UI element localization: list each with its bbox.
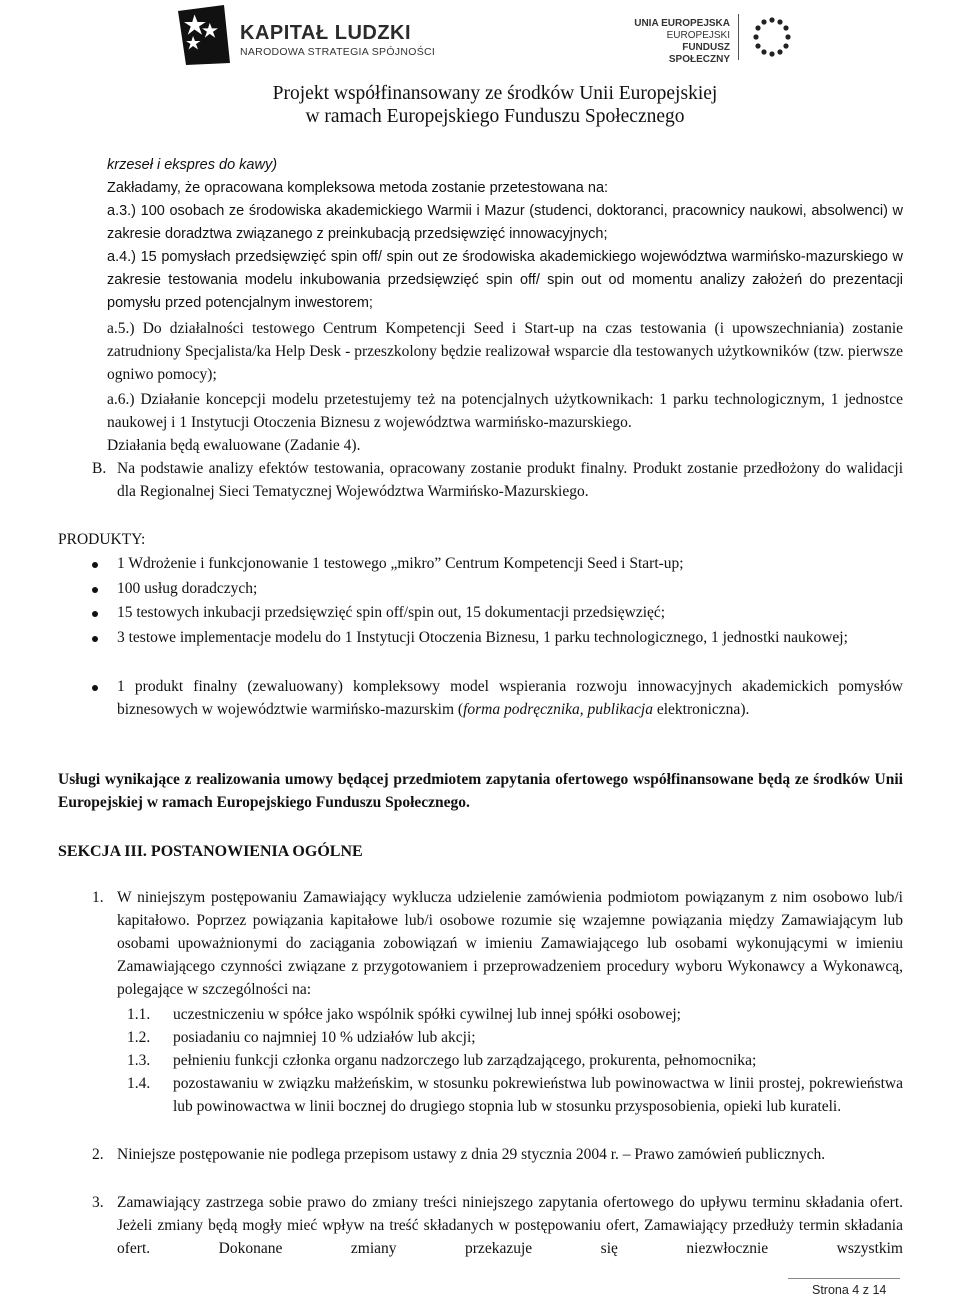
eu-text-line: FUNDUSZ SPOŁECZNY <box>668 42 730 65</box>
list-number: 3. <box>92 1194 104 1211</box>
text-line: Zakładamy, że opracowana kompleksowa metoda zostanie przetestowana na: <box>107 180 609 196</box>
text-line: krzeseł i ekspres do kawy) <box>107 157 278 173</box>
sub-number: 1.2. <box>127 1029 151 1046</box>
list-label-b: B. <box>92 460 107 477</box>
sub-number: 1.4. <box>127 1075 151 1092</box>
product-item-text: 1 produkt finalny (zewaluowany) kompleksowy model wspierania rozwoju innowacyjnych akademickich pomysłów biznesowych w województwie warmińsko-mazurskim ( <box>117 678 903 718</box>
page-number: Strona 4 z 14 <box>812 1283 887 1297</box>
product-item-text: ). <box>740 701 750 718</box>
item-b: Na podstawie analizy efektów testowania, opracowany zostanie produkt finalny. Produkt zostanie przedłożony do walidacji dla Regionalnej Sieci Tematycznej Województwa Warmińsko-Mazurskiego. <box>117 460 903 500</box>
bullet-icon <box>92 587 98 593</box>
bullet-icon <box>92 685 98 691</box>
footer-divider <box>788 1278 900 1279</box>
eu-logo-divider <box>738 14 739 60</box>
project-line-2: w ramach Europejskiego Funduszu Społecznego <box>305 106 685 127</box>
item-a4: a.4.) 15 pomysłach przedsięwzięć spin off/ spin out ze środowiska akademickiego województwa warmińsko-mazurskiego w zakresie testowania modelu inkubowania przedsięwzięć spin off/ spin out od momentu analizy założeń do prezentacji pomysłu przed potencjalnym inwestorem; <box>107 249 903 311</box>
list-number: 1. <box>92 889 104 906</box>
eu-logo-text <box>620 18 730 66</box>
funding-note: Usługi wynikające z realizowania umowy będącej przedmiotem zapytania ofertowego współfinansowane będą ze środków Unii Europejskiej w ramach Europejskiego Funduszu Społecznego. <box>58 771 903 811</box>
page-header <box>0 0 960 135</box>
product-item: 3 testowe implementacje modelu do 1 Instytucji Otoczenia Biznesu, 1 parku technologicznego, 1 jednostki naukowej; <box>117 629 848 646</box>
product-item-italic: forma podręcznika, publikacja <box>463 701 653 718</box>
section-heading: SEKCJA III. POSTANOWIENIA OGÓLNE <box>58 843 363 860</box>
sub-clause: pełnieniu funkcji członka organu nadzorczego lub zarządzającego, prokurenta, pełnomocnika; <box>173 1052 757 1069</box>
project-title <box>270 82 720 128</box>
product-item: 1 Wdrożenie i funkcjonowanie 1 testowego „mikro” Centrum Kompetencji Seed i Start-up; <box>117 555 684 572</box>
bullet-icon <box>92 562 98 568</box>
product-item <box>117 675 903 721</box>
item-a3: a.3.) 100 osobach ze środowiska akademickiego Warmii i Mazur (studenci, doktoranci, pracownicy naukowi, absolwenci) w zakresie doradztwa związanego z preinkubacją przedsięwzięć innowacyjnych; <box>107 203 903 242</box>
item-a6b: Działania będą ewaluowane (Zadanie 4). <box>107 437 361 454</box>
sub-number: 1.3. <box>127 1052 151 1069</box>
bullet-icon <box>92 611 98 617</box>
project-line-1: Projekt współfinansowany ze środków Unii Europejskiej <box>272 83 718 104</box>
sub-number: 1.1. <box>127 1006 151 1023</box>
clause-2: Niniejsze postępowanie nie podlega przepisom ustawy z dnia 29 stycznia 2004 r. – Prawo zamówień publicznych. <box>117 1146 826 1163</box>
clause-3: Zamawiający zastrzega sobie prawo do zmiany treści niniejszego zapytania ofertowego do upływu terminu składania ofert. Jeżeli zmiany będą mogły mieć wpływ na treść składanych w postępowaniu ofert, Zamawiający przedłuży termin składania ofert. Dokonane zmiany przekazuje się niezwłocznie wszystkim <box>117 1194 903 1257</box>
logo-left-sub: NARODOWA STRATEGIA SPÓJNOŚCI <box>240 46 436 58</box>
eu-flag-icon <box>746 14 798 60</box>
list-number: 2. <box>92 1146 104 1163</box>
eu-text-line: UNIA EUROPEJSKA <box>634 18 730 29</box>
product-item: 15 testowych inkubacji przedsięwzięć spin off/spin out, 15 dokumentacji przedsięwzięć; <box>117 604 666 621</box>
product-item-text: elektroniczna <box>656 701 741 718</box>
product-item: 100 usług doradczych; <box>117 580 258 597</box>
eu-text-line: EUROPEJSKI <box>666 30 730 41</box>
products-heading: PRODUKTY: <box>58 531 146 548</box>
item-a6: a.6.) Działanie koncepcji modelu przetestujemy też na potencjalnych użytkownikach: 1 parku technologicznym, 1 jednostce naukowej i 1 Instytucji Otoczenia Biznesu z województwa warmińsko-mazurskiego. <box>107 391 903 431</box>
sub-clause: uczestniczeniu w spółce jako wspólnik spółki cywilnej lub innej spółki osobowej; <box>173 1006 681 1023</box>
bullet-icon <box>92 636 98 642</box>
sub-clause: pozostawaniu w związku małżeńskim, w stosunku pokrewieństwa lub powinowactwa w linii prostej, pokrewieństwa lub powinowactwa w linii bocznej do drugiego stopnia lub w stosunku przysposobienia, opieki lub kurateli. <box>173 1075 903 1115</box>
clause-1: W niniejszym postępowaniu Zamawiający wyklucza udzielenie zamówienia podmiotom powiązanym z nim osobowo lub/i kapitałowo. Poprzez powiązania kapitałowe lub/i osobowe rozumie się wzajemne powiązania między Zamawiającym lub osobami upoważnionymi do zaciągania zobowiązań w imieniu Zamawiającego lub osobami wykonującymi w imieniu Zamawiającego czynności związane z przygotowaniem i przeprowadzeniem procedury wyboru Wykonawcy a Wykonawcą, polegające w szczególności na: <box>117 889 903 998</box>
sub-clause: posiadaniu co najmniej 10 % udziałów lub akcji; <box>173 1029 476 1046</box>
item-a5: a.5.) Do działalności testowego Centrum Kompetencji Seed i Start-up na czas testowania (i upowszechniania) zostanie zatrudniony Specjalista/ka Help Desk - przeszkolony będzie realizował wsparcie dla testowanych użytkowników (tzw. pierwsze ogniwo pomocy); <box>107 320 903 383</box>
logo-left-name: KAPITAŁ LUDZKI <box>240 22 412 44</box>
